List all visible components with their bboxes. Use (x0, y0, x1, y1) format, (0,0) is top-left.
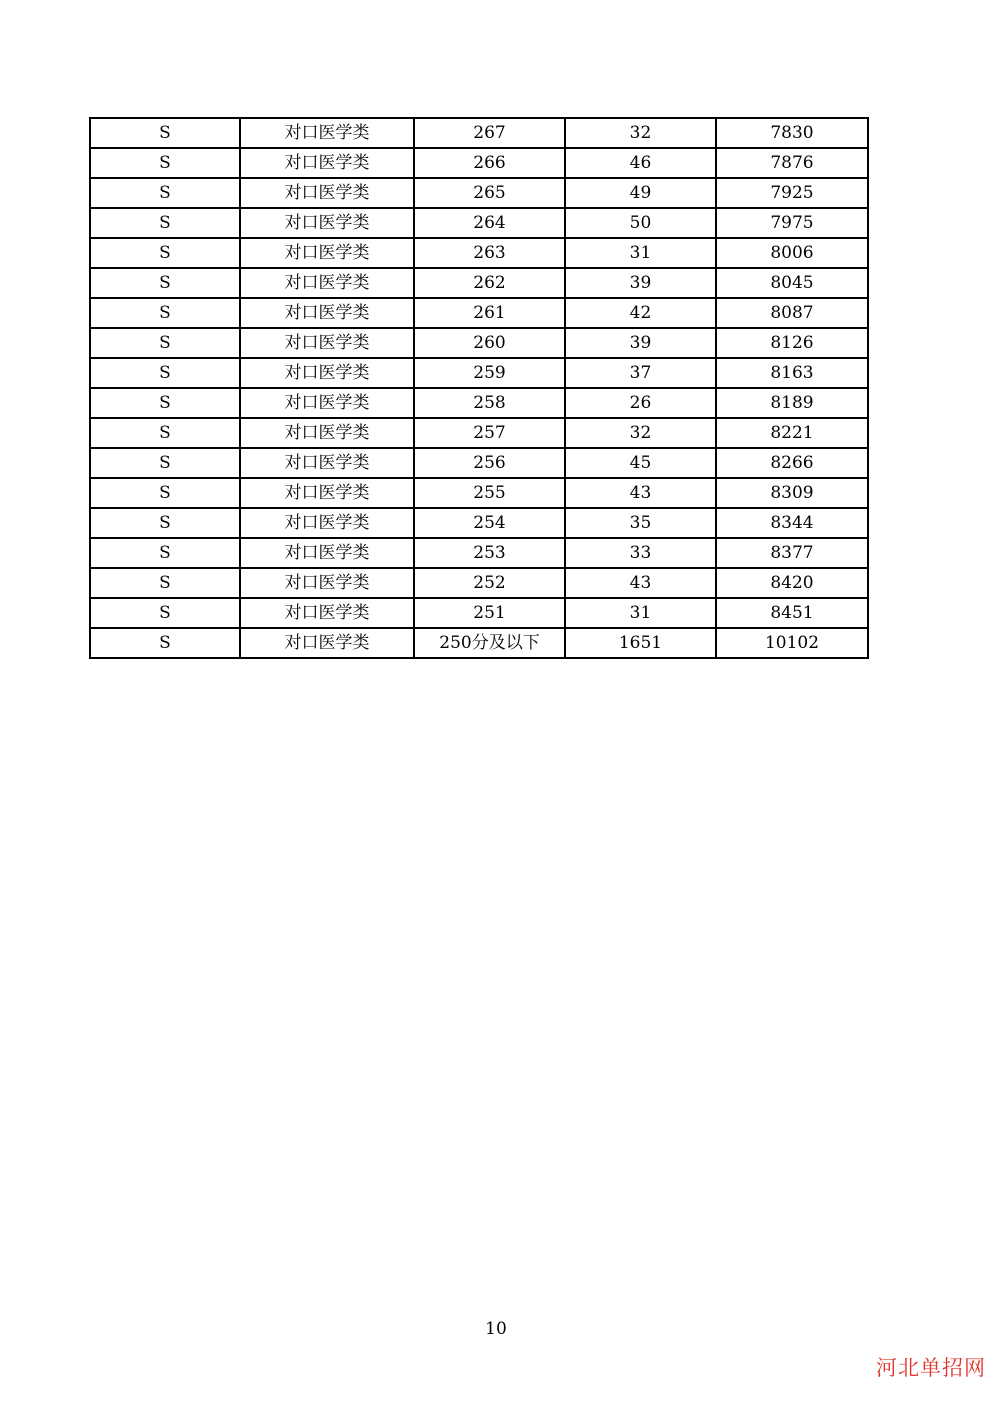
table-row (90, 238, 868, 268)
cumulative-cell: 8087 (716, 298, 868, 328)
cumulative-cell: 7830 (716, 118, 868, 148)
score-cell: 262 (414, 268, 565, 298)
category-cell: 对口医学类 (240, 448, 414, 478)
score-cell: 260 (414, 328, 565, 358)
score-cell: 250分及以下 (414, 628, 565, 658)
category-cell: 对口医学类 (240, 178, 414, 208)
category-cell: 对口医学类 (240, 418, 414, 448)
table-row (90, 628, 868, 658)
level-cell: S (90, 268, 240, 298)
table-row (90, 298, 868, 328)
table-row (90, 388, 868, 418)
level-cell: S (90, 478, 240, 508)
score-cell: 254 (414, 508, 565, 538)
table-row (90, 448, 868, 478)
level-cell: S (90, 208, 240, 238)
level-cell: S (90, 418, 240, 448)
count-cell: 31 (565, 598, 716, 628)
count-cell: 33 (565, 538, 716, 568)
score-cell: 265 (414, 178, 565, 208)
table-row (90, 538, 868, 568)
table-row (90, 328, 868, 358)
level-cell: S (90, 538, 240, 568)
score-cell: 252 (414, 568, 565, 598)
score-cell: 256 (414, 448, 565, 478)
cumulative-cell: 8045 (716, 268, 868, 298)
count-cell: 50 (565, 208, 716, 238)
cumulative-cell: 10102 (716, 628, 868, 658)
level-cell: S (90, 448, 240, 478)
category-cell: 对口医学类 (240, 598, 414, 628)
level-cell: S (90, 388, 240, 418)
level-cell: S (90, 598, 240, 628)
cumulative-cell: 7876 (716, 148, 868, 178)
category-cell: 对口医学类 (240, 388, 414, 418)
count-cell: 32 (565, 118, 716, 148)
cumulative-cell: 8189 (716, 388, 868, 418)
count-cell: 26 (565, 388, 716, 418)
level-cell: S (90, 178, 240, 208)
cumulative-cell: 8309 (716, 478, 868, 508)
cumulative-cell: 8420 (716, 568, 868, 598)
level-cell: S (90, 298, 240, 328)
table-row (90, 508, 868, 538)
table-row (90, 118, 868, 148)
count-cell: 39 (565, 328, 716, 358)
table-row (90, 418, 868, 448)
cumulative-cell: 8006 (716, 238, 868, 268)
category-cell: 对口医学类 (240, 568, 414, 598)
table-row (90, 148, 868, 178)
score-cell: 263 (414, 238, 565, 268)
count-cell: 39 (565, 268, 716, 298)
level-cell: S (90, 628, 240, 658)
count-cell: 1651 (565, 628, 716, 658)
score-cell: 251 (414, 598, 565, 628)
level-cell: S (90, 508, 240, 538)
cumulative-cell: 8377 (716, 538, 868, 568)
category-cell: 对口医学类 (240, 508, 414, 538)
table-row (90, 598, 868, 628)
category-cell: 对口医学类 (240, 118, 414, 148)
cumulative-cell: 7975 (716, 208, 868, 238)
score-cell: 267 (414, 118, 565, 148)
cumulative-cell: 7925 (716, 178, 868, 208)
score-cell: 264 (414, 208, 565, 238)
table-row (90, 268, 868, 298)
score-cell: 266 (414, 148, 565, 178)
category-cell: 对口医学类 (240, 538, 414, 568)
count-cell: 42 (565, 298, 716, 328)
table-row (90, 208, 868, 238)
count-cell: 31 (565, 238, 716, 268)
score-cell: 257 (414, 418, 565, 448)
count-cell: 35 (565, 508, 716, 538)
score-cell: 261 (414, 298, 565, 328)
category-cell: 对口医学类 (240, 628, 414, 658)
count-cell: 43 (565, 478, 716, 508)
category-cell: 对口医学类 (240, 478, 414, 508)
watermark-text: 河北单招网 (876, 1356, 986, 1380)
category-cell: 对口医学类 (240, 328, 414, 358)
category-cell: 对口医学类 (240, 268, 414, 298)
table-row (90, 568, 868, 598)
table-row (90, 178, 868, 208)
cumulative-cell: 8451 (716, 598, 868, 628)
cumulative-cell: 8221 (716, 418, 868, 448)
category-cell: 对口医学类 (240, 238, 414, 268)
score-cell: 258 (414, 388, 565, 418)
cumulative-cell: 8126 (716, 328, 868, 358)
count-cell: 45 (565, 448, 716, 478)
count-cell: 43 (565, 568, 716, 598)
cumulative-cell: 8163 (716, 358, 868, 388)
score-cell: 255 (414, 478, 565, 508)
level-cell: S (90, 328, 240, 358)
count-cell: 32 (565, 418, 716, 448)
level-cell: S (90, 148, 240, 178)
score-distribution-table (89, 117, 869, 659)
table-row (90, 478, 868, 508)
category-cell: 对口医学类 (240, 358, 414, 388)
level-cell: S (90, 118, 240, 148)
score-cell: 253 (414, 538, 565, 568)
category-cell: 对口医学类 (240, 148, 414, 178)
page-number: 10 (485, 1319, 507, 1339)
cumulative-cell: 8344 (716, 508, 868, 538)
category-cell: 对口医学类 (240, 298, 414, 328)
count-cell: 49 (565, 178, 716, 208)
level-cell: S (90, 358, 240, 388)
level-cell: S (90, 568, 240, 598)
category-cell: 对口医学类 (240, 208, 414, 238)
count-cell: 37 (565, 358, 716, 388)
cumulative-cell: 8266 (716, 448, 868, 478)
score-cell: 259 (414, 358, 565, 388)
table-row (90, 358, 868, 388)
level-cell: S (90, 238, 240, 268)
table-body (90, 118, 868, 658)
count-cell: 46 (565, 148, 716, 178)
